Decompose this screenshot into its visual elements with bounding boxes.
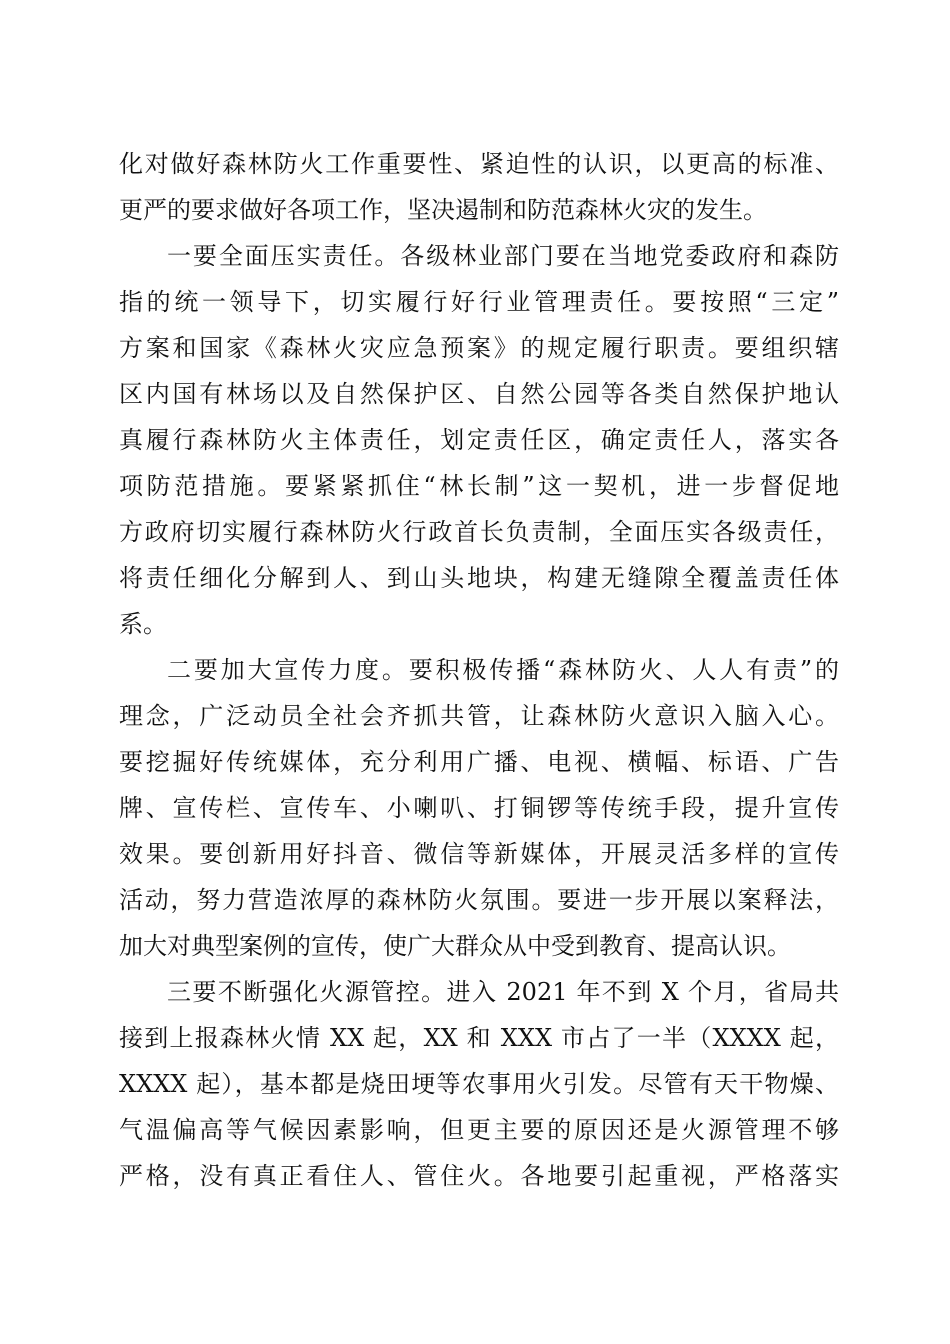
paragraph-3-line-1: 三要不断强化火源管控。进入 2021 年不到 X 个月，省局共 [167, 978, 839, 1006]
paragraph-2-line-3: 要挖掘好传统媒体，充分利用广播、电视、横幅、标语、广告 [119, 748, 839, 776]
text-line-2: 更严的要求做好各项工作，坚决遏制和防范森林火灾的发生。 [119, 196, 767, 224]
paragraph-2-line-7: 加大对典型案例的宣传，使广大群众从中受到教育、提高认识。 [119, 932, 791, 960]
paragraph-1-line-3: 方案和国家《森林火灾应急预案》的规定履行职责。要组织辖 [119, 334, 839, 362]
paragraph-3-line-5: 严格，没有真正看住人、管住火。各地要引起重视，严格落实 [119, 1162, 839, 1190]
paragraph-1-line-8: 将责任细化分解到人、到山头地块，构建无缝隙全覆盖责任体 [119, 564, 839, 592]
paragraph-3-line-3: XXXX 起），基本都是烧田埂等农事用火引发。尽管有天干物燥、 [119, 1070, 839, 1098]
paragraph-3-line-2: 接到上报森林火情 XX 起，XX 和 XXX 市占了一半（XXXX 起， [119, 1024, 839, 1052]
paragraph-2-line-6: 活动，努力营造浓厚的森林防火氛围。要进一步开展以案释法， [119, 886, 839, 914]
paragraph-2-line-4: 牌、宣传栏、宣传车、小喇叭、打铜锣等传统手段，提升宣传 [119, 794, 839, 822]
paragraph-3-line-4: 气温偏高等气候因素影响，但更主要的原因还是火源管理不够 [119, 1116, 839, 1144]
paragraph-1-line-1: 一要全面压实责任。各级林业部门要在当地党委政府和森防 [167, 242, 839, 270]
paragraph-1-line-9: 系。 [119, 610, 167, 638]
paragraph-1-line-7: 方政府切实履行森林防火行政首长负责制，全面压实各级责任， [119, 518, 839, 546]
paragraph-2-line-5: 效果。要创新用好抖音、微信等新媒体，开展灵活多样的宣传 [119, 840, 839, 868]
paragraph-2-line-1: 二要加大宣传力度。要积极传播“森林防火、人人有责”的 [167, 656, 839, 684]
paragraph-2-line-2: 理念，广泛动员全社会齐抓共管，让森林防火意识入脑入心。 [119, 702, 839, 730]
text-line-1: 化对做好森林防火工作重要性、紧迫性的认识，以更高的标准、 [119, 150, 839, 178]
paragraph-1-line-6: 项防范措施。要紧紧抓住“林长制”这一契机，进一步督促地 [119, 472, 839, 500]
paragraph-1-line-4: 区内国有林场以及自然保护区、自然公园等各类自然保护地认 [119, 380, 839, 408]
paragraph-1-line-2: 指的统一领导下，切实履行好行业管理责任。要按照“三定” [119, 288, 839, 316]
paragraph-1-line-5: 真履行森林防火主体责任，划定责任区，确定责任人，落实各 [119, 426, 839, 454]
